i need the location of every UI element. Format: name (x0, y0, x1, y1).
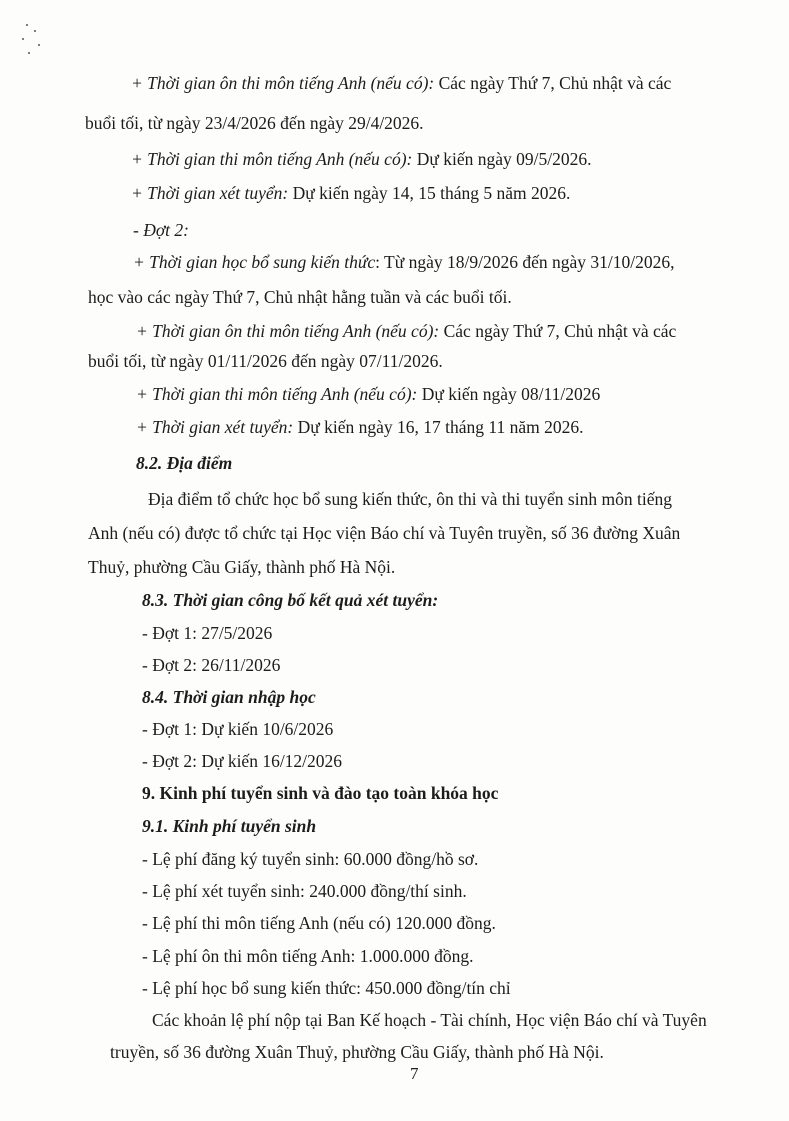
line-1: + Thời gian ôn thi môn tiếng Anh (nếu có): Các ngày Thứ 7, Chủ nhật và các (131, 73, 672, 93)
scan-speck (34, 30, 36, 32)
scan-speck (26, 24, 28, 26)
line-26: - Lệ phí thi môn tiếng Anh (nếu có) 120.000 đồng. (142, 913, 496, 933)
line-27: - Lệ phí ôn thi môn tiếng Anh: 1.000.000 đồng. (142, 946, 474, 966)
line-10: + Thời gian thi môn tiếng Anh (nếu có): Dự kiến ngày 08/11/2026 (136, 384, 601, 404)
section-9-heading: 9. Kinh phí tuyển sinh và đào tạo toàn khóa học (142, 783, 499, 803)
line-2: buổi tối, từ ngày 23/4/2026 đến ngày 29/4/2026. (85, 113, 424, 133)
line-28: - Lệ phí học bổ sung kiến thức: 450.000 đồng/tín chỉ (142, 978, 511, 998)
page-number: 7 (410, 1064, 419, 1083)
line-3: + Thời gian thi môn tiếng Anh (nếu có): Dự kiến ngày 09/5/2026. (131, 149, 592, 169)
line-25: - Lệ phí xét tuyển sinh: 240.000 đồng/thí sinh. (142, 881, 467, 901)
scan-speck (22, 38, 24, 40)
line-5: - Đợt 2: (133, 220, 189, 240)
line-20: - Đợt 1: Dự kiến 10/6/2026 (142, 719, 334, 739)
line-17: - Đợt 1: 27/5/2026 (142, 623, 273, 643)
line-4: + Thời gian xét tuyển: Dự kiến ngày 14, 15 tháng 5 năm 2026. (131, 183, 571, 203)
line-24: - Lệ phí đăng ký tuyển sinh: 60.000 đồng/hồ sơ. (142, 849, 479, 869)
scan-speck (38, 44, 40, 46)
line-8: + Thời gian ôn thi môn tiếng Anh (nếu có): Các ngày Thứ 7, Chủ nhật và các (136, 321, 677, 341)
section-9-1-heading: 9.1. Kinh phí tuyển sinh (142, 816, 317, 836)
line-13: Địa điểm tổ chức học bổ sung kiến thức, ôn thi và thi tuyển sinh môn tiếng (148, 489, 672, 509)
line-18: - Đợt 2: 26/11/2026 (142, 655, 281, 675)
line-6: + Thời gian học bổ sung kiến thức: Từ ngày 18/9/2026 đến ngày 31/10/2026, (133, 252, 675, 272)
line-14: Anh (nếu có) được tổ chức tại Học viện Báo chí và Tuyên truyền, số 36 đường Xuân (88, 523, 681, 543)
line-11: + Thời gian xét tuyển: Dự kiến ngày 16, 17 tháng 11 năm 2026. (136, 417, 584, 437)
section-8-3-heading: 8.3. Thời gian công bố kết quả xét tuyển: (142, 590, 439, 610)
line-15: Thuỷ, phường Cầu Giấy, thành phố Hà Nội. (88, 557, 396, 577)
section-8-2-heading: 8.2. Địa điểm (136, 453, 233, 473)
line-21: - Đợt 2: Dự kiến 16/12/2026 (142, 751, 343, 771)
scan-speck (28, 52, 30, 54)
line-29: Các khoản lệ phí nộp tại Ban Kế hoạch - Tài chính, Học viện Báo chí và Tuyên (152, 1010, 707, 1030)
line-9: buổi tối, từ ngày 01/11/2026 đến ngày 07/11/2026. (88, 351, 443, 371)
line-7: học vào các ngày Thứ 7, Chủ nhật hằng tuần và các buổi tối. (88, 287, 512, 307)
line-30: truyền, số 36 đường Xuân Thuỷ, phường Cầu Giấy, thành phố Hà Nội. (110, 1042, 604, 1062)
section-8-4-heading: 8.4. Thời gian nhập học (142, 687, 316, 707)
